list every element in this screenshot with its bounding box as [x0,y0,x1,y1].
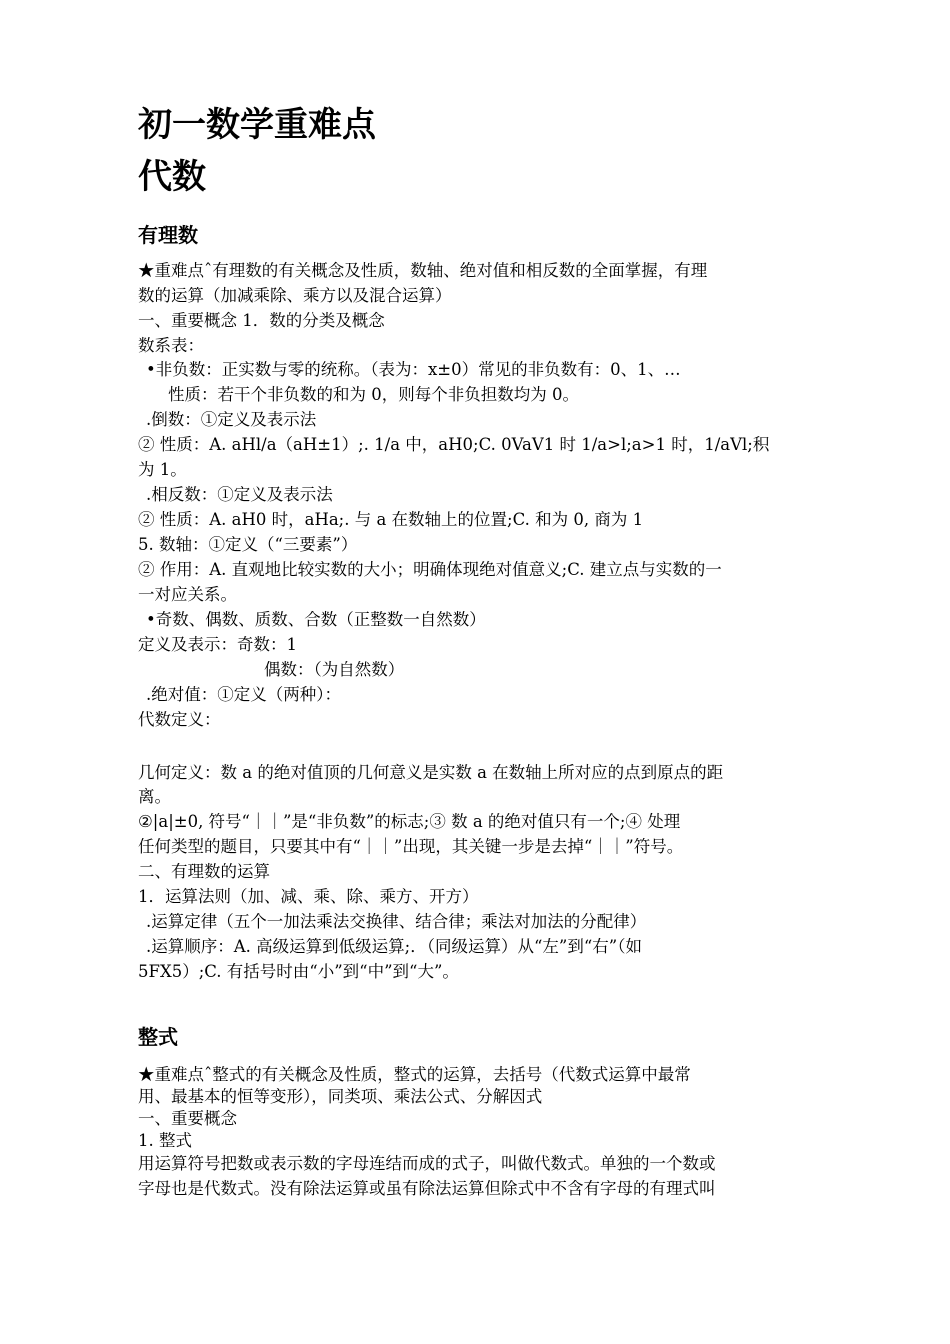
text-line: 用、最基本的恒等变形），同类项、乘法公式、分解因式 [138,1087,543,1106]
text-line: 一、重要概念 [138,1109,237,1128]
text-line: 1. 整式 [138,1131,192,1150]
text-line: 一、重要概念 1．数的分类及概念 [138,311,385,330]
text-line: .绝对值：①定义（两种）： [146,685,341,704]
section-heading: 有理数 [138,223,198,247]
part-title: 代数 [138,157,206,197]
bullet-line: •奇数、偶数、质数、合数（正整数一自然数） [146,610,486,629]
text-line: ② 性质：A. aH0 时，aHa;. 与 a 在数轴上的位置;C. 和为 0, 商为 1 [138,510,644,529]
text-line: 为 1。 [138,460,187,479]
text-line: 一对应关系。 [138,585,237,604]
text-line: 5FX5）;C. 有括号时由“小”到“中”到“大”。 [138,962,459,981]
text-line: 偶数：（为自然数） [264,660,405,679]
text-line: .相反数：①定义及表示法 [146,485,333,504]
text-line: .运算顺序：A. 高级运算到低级运算;．（同级运算）从“左”到“右”（如 [146,937,642,956]
section-heading: 整式 [138,1025,178,1049]
text-line: ★重难点ˆ整式的有关概念及性质，整式的运算，去括号（代数式运算中最常 [138,1065,691,1084]
text-line: 字母也是代数式。没有除法运算或虽有除法运算但除式中不含有字母的有理式叫 [138,1179,716,1198]
text-line: ②|a|±0, 符号“｜｜”是“非负数”的标志;③ 数 a 的绝对值只有一个;④ 处理 [138,812,681,831]
text-line: 离。 [138,787,171,806]
text-line: 几何定义：数 a 的绝对值顶的几何意义是实数 a 在数轴上所对应的点到原点的距 [138,763,724,782]
text-line: .运算定律（五个一加法乘法交换律、结合律；乘法对加法的分配律） [146,912,647,931]
text-line: ② 性质：A. aHl/a（aH±1）;. 1/a 中，aH0;C. 0VaV1 时 1/a>l;a>1 时，1/aVl;积 [138,435,770,454]
text-line: 性质：若干个非负数的和为 0，则每个非负担数均为 0。 [168,385,579,404]
text-line: .倒数：①定义及表示法 [146,410,317,429]
text-line: 数系表： [138,336,204,355]
text-line: 用运算符号把数或表示数的字母连结而成的式子，叫做代数式。单独的一个数或 [138,1154,716,1173]
text-line: ★重难点ˆ有理数的有关概念及性质，数轴、绝对值和相反数的全面掌握，有理 [138,261,708,280]
text-line: 数的运算（加减乘除、乘方以及混合运算） [138,286,452,305]
text-line: 5. 数轴：①定义（“三要素”） [138,535,358,554]
bullet-line: •非负数：正实数与零的统称。（表为：x±0）常见的非负数有：0、1、… [146,360,681,379]
text-line: 代数定义： [138,710,221,729]
text-line: 任何类型的题目，只要其中有“｜｜”出现，其关键一步是去掉“｜｜”符号。 [138,837,684,856]
text-line: 1．运算法则（加、减、乘、除、乘方、开方） [138,887,479,906]
text-line: ② 作用：A. 直观地比较实数的大小；明确体现绝对值意义;C. 建立点与实数的一 [138,560,722,579]
text-line: 定义及表示：奇数：1 [138,635,297,654]
document-title: 初一数学重难点 [138,105,376,145]
text-line: 二、有理数的运算 [138,862,270,881]
